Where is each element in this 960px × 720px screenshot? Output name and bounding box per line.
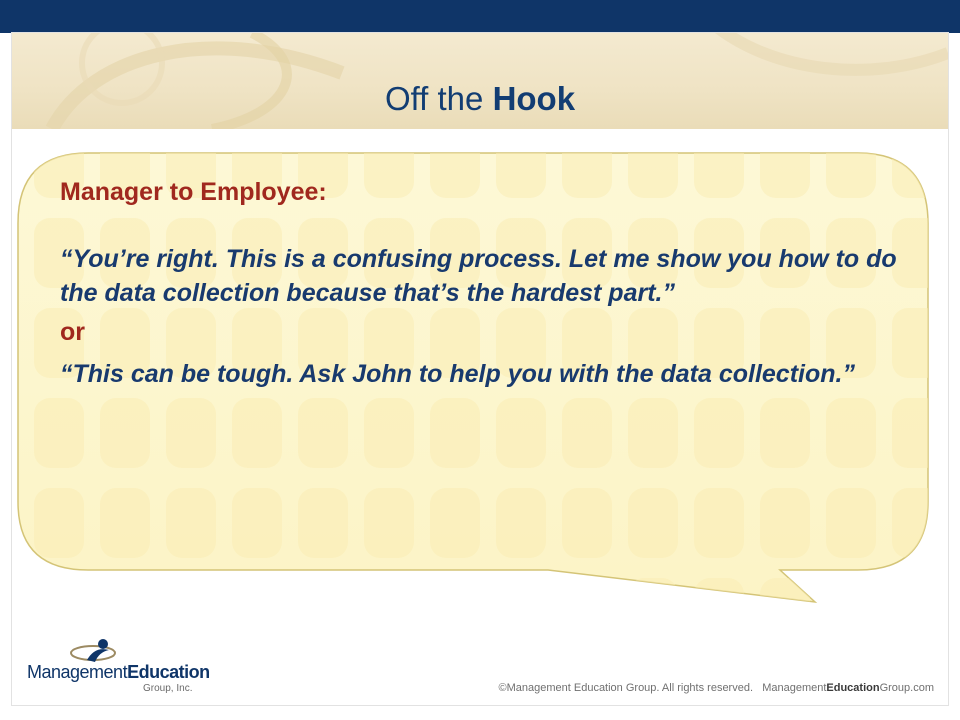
footer-copyright (499, 682, 935, 694)
logo-word-education: Education (127, 662, 210, 682)
site-bold: Education (826, 682, 880, 694)
quote-option-1: “You’re right. This is a confusing process. Let me show you how to do the data collection because that’s the hardest part.” (60, 245, 897, 307)
or-separator: or (60, 318, 85, 346)
title-plain: Off the (384, 80, 484, 117)
bubble-content (60, 178, 910, 391)
title-bold: Hook (492, 80, 576, 117)
site-suffix: Group.com (879, 682, 934, 694)
speaker-label: Manager to Employee: (60, 178, 327, 206)
site-prefix: Management (762, 682, 827, 694)
logo-word-management: Management (27, 662, 128, 682)
logo-wordmark (27, 662, 210, 683)
logo-subtitle: Group, Inc. (143, 683, 193, 694)
copyright-text: ©Management Education Group. All rights reserved. (498, 682, 754, 694)
quote-option-2: “This can be tough. Ask John to help you with the data collection.” (60, 360, 855, 388)
website-link[interactable] (762, 682, 934, 694)
